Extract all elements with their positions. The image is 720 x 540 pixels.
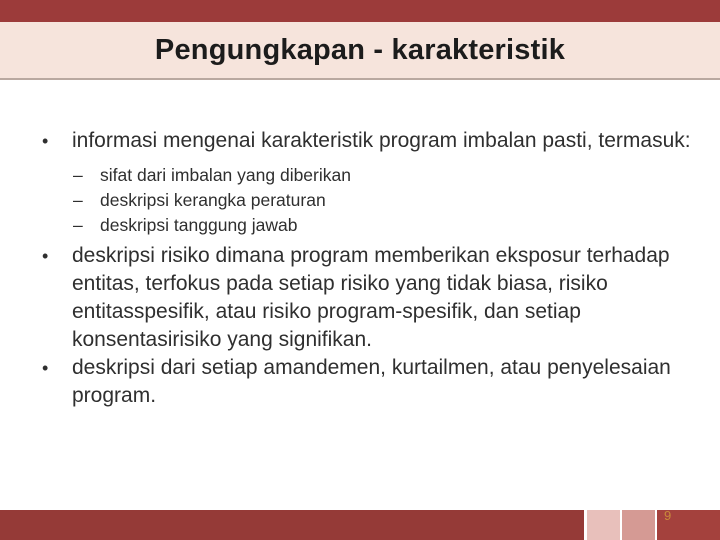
bullet-text-1: informasi mengenai karakteristik program imbalan pasti, termasuk: [72, 129, 691, 152]
sub-item-text: deskripsi kerangka peraturan [100, 190, 326, 210]
title-band [0, 22, 720, 80]
bullet-item-2 [28, 242, 698, 354]
bottom-accent-bar [0, 510, 584, 540]
sub-item-text: sifat dari imbalan yang diberikan [100, 165, 351, 185]
slide-content [28, 127, 698, 410]
dash-icon: – [73, 190, 83, 210]
sub-item-2 [28, 188, 698, 213]
slide-title: Pengungkapan - karakteristik [154, 33, 566, 66]
bullet-text-3: deskripsi dari setiap amandemen, kurtailmen, atau penyelesaian program. [72, 356, 671, 407]
bullet-text-2: deskripsi risiko dimana program memberikan eksposur terhadap entitas, terfokus pada setiap risiko yang tidak biasa, risiko entitasspesifik, atau risiko program-spesifik, dan setiap konsentasirisiko yang signifikan. [72, 244, 670, 351]
bullet-dot-icon: • [42, 246, 49, 266]
page-number: 9 [664, 508, 672, 523]
bullet-item-3 [28, 354, 698, 410]
bullet-dot-icon: • [42, 131, 49, 151]
sub-list [28, 163, 698, 238]
sub-item-1 [28, 163, 698, 188]
bullet-item-1 [28, 127, 698, 155]
decor-square-mid [622, 510, 655, 540]
top-accent-bar [0, 0, 720, 22]
sub-item-text: deskripsi tanggung jawab [100, 215, 298, 235]
dash-icon: – [73, 165, 83, 185]
bullet-dot-icon: • [42, 358, 49, 378]
dash-icon: – [73, 215, 83, 235]
sub-item-3 [28, 213, 698, 238]
decor-square-light [587, 510, 620, 540]
